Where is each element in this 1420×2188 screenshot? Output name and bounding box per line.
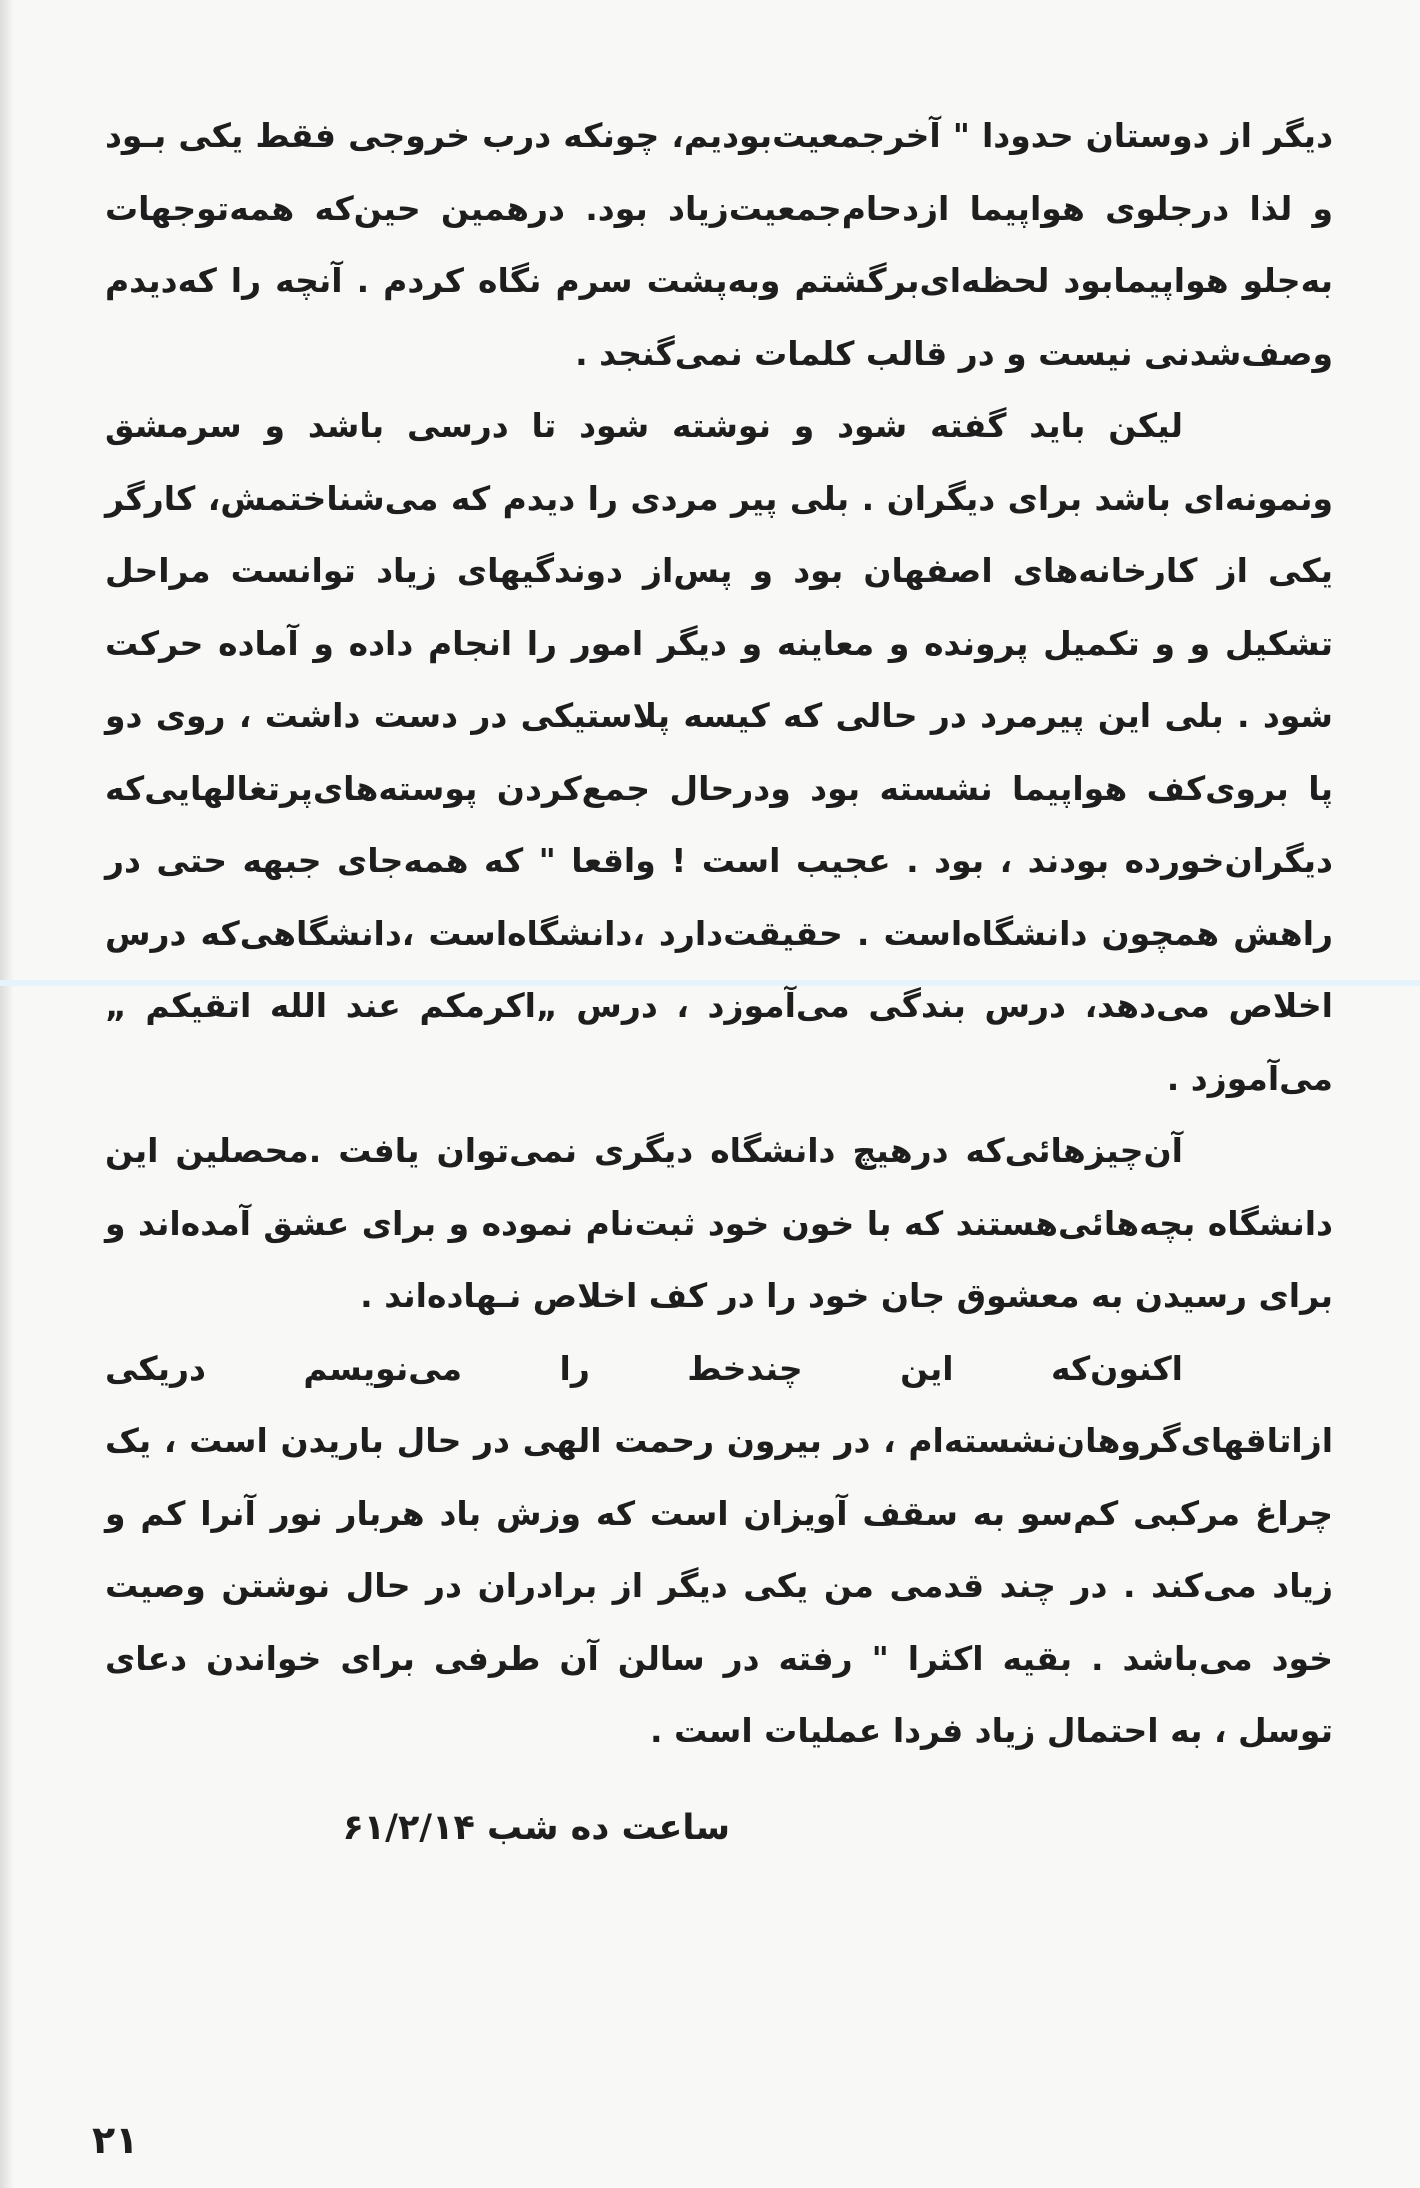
page-edge-shadow <box>0 0 14 2188</box>
paragraph-2: لیکن باید گفته شود و نوشته شود تا درسی باشد و سرمشق ونمونه‌ای باشد برای دیگران . بلی پیر مردی را دیدم که می‌شناختمش، کارگر یکی از کارخانه‌های اصفهان بود و پس‌از دوندگیهای زیاد توانست مراحل تشکیل و و تکمیل پرونده و معاینه و دیگر امور را انجام داده و آماده حرکت شود . بلی این پیرمرد در حالی که کیسه پلاستیکی در دست داشت ، روی دو پا بروی‌کف هواپیما نشسته بود ودرحال جمع‌کردن پوسته‌های‌پرتغالهایی‌که دیگران‌خورده بودند ، بود . عجیب است ! واقعا " که همه‌جای جبهه حتی در راهش همچون دانشگاه‌است . حقیقت‌دارد ،دانشگاه‌است ،دانشگاهی‌که درس اخلاص می‌دهد، درس بندگی می‌آموزد ، درس „اکرمکم عند الله اتقیکم „ می‌آموزد . <box>105 406 1333 1098</box>
paragraph-1: دیگر از دوستان حدودا " آخرجمعیت‌بودیم، چونکه درب خروجی فقط یکی بـود و لذا درجلوی هواپیما ازدحام‌جمعیت‌زیاد بود. درهمین حین‌که همه‌توجهات به‌جلو هواپیمابود لحظه‌ای‌برگشتم وبه‌پشت سرم نگاه کردم . آنچه را که‌دیدم وصف‌شدنی نیست و در قالب کلمات نمی‌گنجد . <box>105 116 1333 373</box>
paragraph-3: آن‌چیزهائی‌که درهیچ دانشگاه دیگری نمی‌توان یافت .محصلین این دانشگاه بچه‌هائی‌هستند که با خون خود ثبت‌نام نموده و برای عشق آمده‌اند و برای رسیدن به معشوق جان خود را در کف اخلاص نـهاده‌اند . <box>105 1131 1333 1315</box>
date-time-signature: ساعت ده شب ۶۱/۲/۱۴ <box>342 1808 730 1848</box>
body-text <box>105 100 1333 1768</box>
page-number: ۲۱ <box>92 2118 139 2162</box>
paragraph-4: اکنون‌که این چندخط را می‌نویسم دریکی ازاتاقهای‌گروهان‌نشسته‌ام ، در بیرون رحمت الهی در حال باریدن است ، یک چراغ مرکبی کم‌سو به سقف آویزان است که وزش باد هربار نور آنرا کم و زیاد می‌کند . در چند قدمی من یکی دیگر از برادران در حال نوشتن وصیت خود می‌باشد . بقیه اکثرا " رفته در سالن آن طرفی برای خواندن دعای توسل ، به احتمال زیاد فردا عملیات است . <box>105 1348 1333 1750</box>
